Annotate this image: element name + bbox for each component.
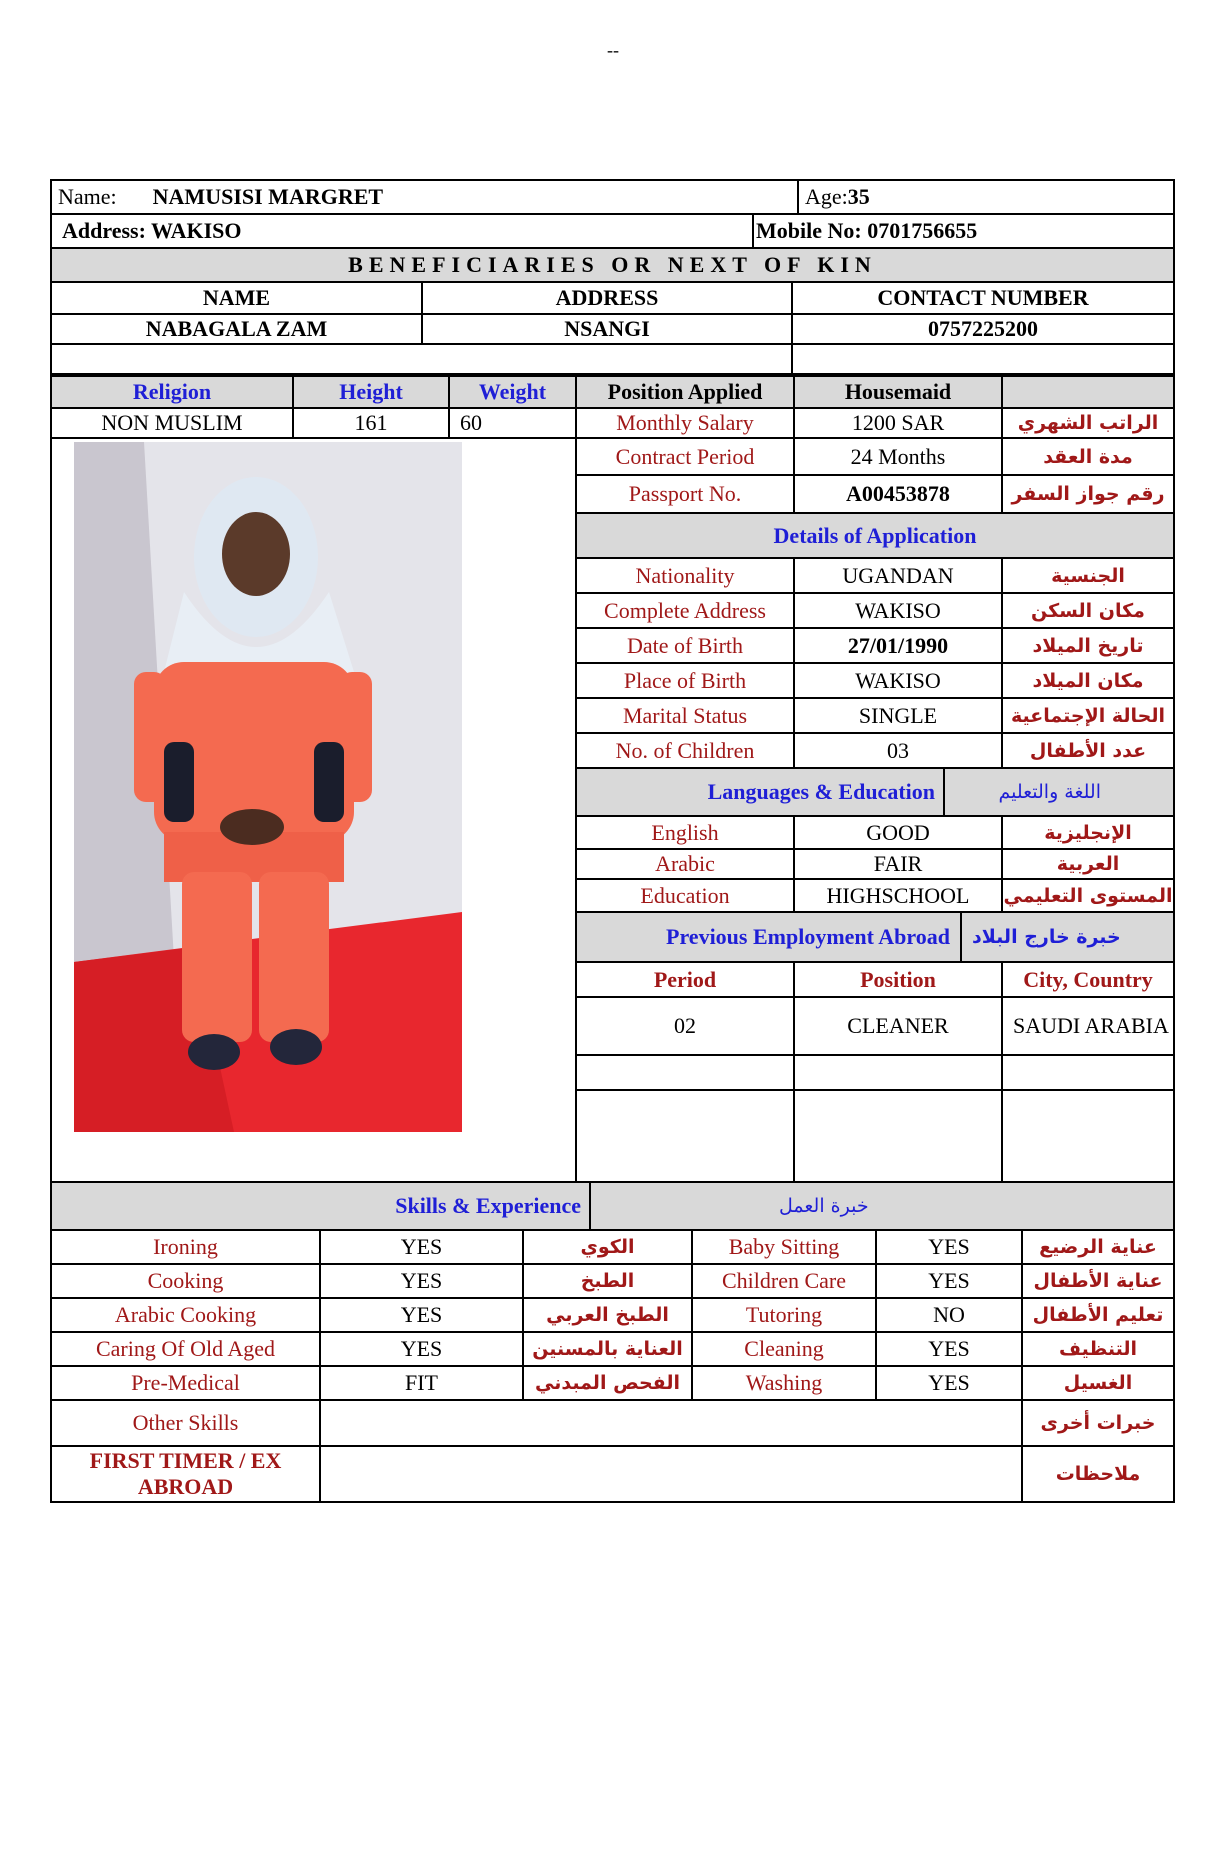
education-arabic: المستوى التعليمي [1003,884,1173,907]
skill-value: YES [321,1231,524,1263]
details-row [577,559,1173,594]
employment-blank-row [577,1091,1173,1181]
passport-value: A00453878 [795,476,1003,512]
skill-arabic: الكوي [524,1231,693,1263]
english-value: GOOD [795,817,1003,848]
name-label: Name: [58,184,117,209]
skill-arabic: الطبخ [524,1265,693,1297]
nationality-label: Nationality [577,559,795,592]
nationality-arabic: الجنسية [1051,564,1125,587]
languages-title: Languages & Education [577,769,945,815]
skill-label: Caring Of Old Aged [52,1333,321,1365]
header-mark: -- [607,40,619,60]
skill-label: Baby Sitting [693,1231,877,1263]
skill-arabic: الطبخ العربي [524,1299,693,1331]
details-title-row [577,514,1173,559]
skill-arabic: التنظيف [1058,1338,1138,1360]
skill-value: YES [321,1299,524,1331]
skill-value: YES [877,1333,1023,1365]
employment-blank-row [577,1056,1173,1091]
dob-value: 27/01/1990 [795,629,1003,662]
applicant-name: NAMUSISI MARGRET [152,184,384,209]
skill-label: Ironing [52,1231,321,1263]
arabic-value: FAIR [795,850,1003,878]
kin-title: BENEFICIARIES OR NEXT OF KIN [348,252,877,277]
language-row [577,817,1173,850]
employment-title-row [577,913,1173,963]
children-value: 03 [795,734,1003,767]
passport-arabic: رقم جواز السفر [1011,483,1165,505]
religion-value: NON MUSLIM [52,409,294,437]
employment-period: 02 [577,998,795,1054]
country-header: City, Country [1023,966,1153,992]
other-skills-label: Other Skills [52,1401,321,1445]
details-row [577,594,1173,629]
kin-blank-row [50,345,1175,375]
remarks-value [321,1447,1023,1501]
position-value: Housemaid [795,377,1003,407]
skill-label: Cleaning [693,1333,877,1365]
kin-address: NSANGI [423,315,793,343]
applicant-mobile: Mobile No: 0701756655 [756,218,978,243]
name-row [50,179,1175,215]
other-skills-value [321,1401,1023,1445]
complete-address-arabic: مكان السكن [1031,599,1145,622]
middle-section [50,439,1175,1183]
contract-period-value: 24 Months [795,439,1003,474]
skills-table [50,1231,1175,1401]
skills-title: Skills & Experience [52,1183,591,1229]
applicant-address: Address: WAKISO [52,215,754,247]
profile-header-row [50,375,1175,409]
arabic-label: Arabic [577,850,795,878]
birth-place-arabic: مكان الميلاد [1032,669,1144,692]
applicant-age: 35 [847,184,870,209]
remarks-label: FIRST TIMER / EX ABROAD [52,1447,321,1501]
height-header: Height [294,377,450,407]
education-label: Education [577,880,795,911]
skill-value: YES [877,1265,1023,1297]
language-row [577,850,1173,880]
details-column [577,439,1173,1181]
skill-arabic: عناية الرضيع [1039,1236,1157,1258]
skill-arabic: الغسيل [1063,1372,1133,1394]
contract-period-label: Contract Period [577,439,795,474]
employment-header-row [577,963,1173,998]
kin-header-contact: CONTACT NUMBER [877,285,1089,310]
remarks-row [50,1447,1175,1503]
skill-value: NO [877,1299,1023,1331]
position-header: Position [795,963,1003,996]
details-row [577,734,1173,769]
children-arabic: عدد الأطفال [1029,739,1147,762]
skill-label: Cooking [52,1265,321,1297]
complete-address-value: WAKISO [795,594,1003,627]
marital-status-label: Marital Status [577,699,795,732]
kin-value-row [50,315,1175,345]
salary-arabic: الراتب الشهري [1017,412,1159,434]
details-row [577,664,1173,699]
position-applied-header: Position Applied [577,377,795,407]
salary-label: Monthly Salary [577,409,795,437]
nationality-value: UGANDAN [795,559,1003,592]
weight-value: 60 [450,409,577,437]
period-header: Period [577,963,795,996]
languages-title-arabic: اللغة والتعليم [998,781,1101,803]
marital-status-arabic: الحالة الإجتماعية [1011,704,1165,727]
birth-place-label: Place of Birth [577,664,795,697]
skill-value: FIT [321,1367,524,1399]
contract-period-row [577,439,1173,476]
skill-label: Children Care [693,1265,877,1297]
height-value: 161 [294,409,450,437]
children-label: No. of Children [577,734,795,767]
passport-row [577,476,1173,514]
skills-title-row [50,1183,1175,1231]
kin-header-address: ADDRESS [423,283,793,313]
other-skills-row [50,1401,1175,1447]
kin-contact: 0757225200 [928,316,1038,341]
marital-status-value: SINGLE [795,699,1003,732]
address-row [50,215,1175,249]
employment-position: CLEANER [795,998,1003,1054]
skill-row [50,1333,1175,1367]
skill-row [50,1367,1175,1401]
age-label: Age: [805,184,848,209]
skill-row [50,1299,1175,1333]
skill-label: Pre-Medical [52,1367,321,1399]
skill-row [50,1231,1175,1265]
passport-label: Passport No. [577,476,795,512]
details-row [577,629,1173,664]
applicant-photo [74,442,462,1132]
arabic-arabic: العربية [1056,853,1120,875]
profile-value-row [50,409,1175,439]
remarks-arabic: ملاحظات [1055,1463,1141,1485]
salary-value: 1200 SAR [795,409,1003,437]
skill-arabic: الفحص المبدني [524,1367,693,1399]
employment-country: SAUDI ARABIA [1013,1013,1169,1038]
languages-title-row [577,769,1173,817]
dob-label: Date of Birth [577,629,795,662]
employment-title: Previous Employment Abroad [577,913,962,961]
skill-value: YES [321,1265,524,1297]
employment-row [577,998,1173,1056]
skill-value: YES [877,1367,1023,1399]
english-label: English [577,817,795,848]
details-row [577,699,1173,734]
skill-value: YES [877,1231,1023,1263]
other-skills-arabic: خبرات أخرى [1040,1412,1156,1434]
kin-name: NABAGALA ZAM [52,315,423,343]
weight-header: Weight [450,377,577,407]
skill-label: Arabic Cooking [52,1299,321,1331]
skills-title-arabic: خبرة العمل [779,1195,869,1217]
contract-period-arabic: مدة العقد [1043,445,1133,468]
skill-arabic: العناية بالمسنين [524,1333,693,1365]
religion-header: Religion [52,377,294,407]
kin-header-name: NAME [52,283,423,313]
kin-title-row [50,249,1175,283]
photo-column [52,439,577,1181]
skill-value: YES [321,1333,524,1365]
skill-row [50,1265,1175,1299]
skill-arabic: عناية الأطفال [1033,1270,1163,1292]
skill-arabic: تعليم الأطفال [1032,1304,1164,1326]
english-arabic: الإنجليزية [1044,821,1132,844]
language-row [577,880,1173,913]
skill-label: Tutoring [693,1299,877,1331]
details-title: Details of Application [773,522,977,548]
biodata-form [50,179,1175,1503]
kin-header-row [50,283,1175,315]
complete-address-label: Complete Address [577,594,795,627]
dob-arabic: تاريخ الميلاد [1032,634,1144,657]
education-value: HIGHSCHOOL [795,880,1003,911]
birth-place-value: WAKISO [795,664,1003,697]
employment-title-arabic: خبرة خارج البلاد [972,926,1121,948]
skill-label: Washing [693,1367,877,1399]
